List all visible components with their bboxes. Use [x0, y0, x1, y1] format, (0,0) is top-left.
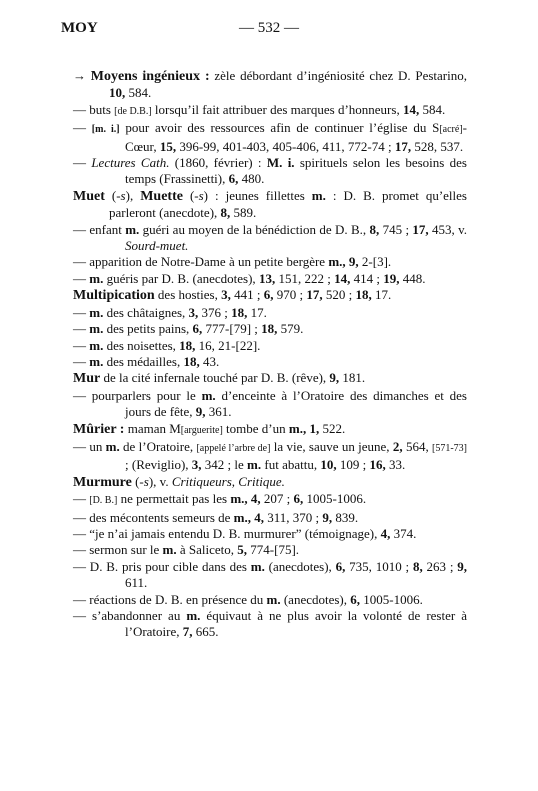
entry-text: 17.	[247, 304, 267, 320]
entry-text: 839.	[332, 509, 359, 525]
entry-text: 6,	[335, 558, 346, 574]
entry-text: 9,	[195, 404, 206, 420]
index-subentry	[73, 271, 467, 287]
entry-text: Mûrier :	[73, 421, 125, 437]
entry-text: 9,	[348, 254, 359, 270]
index-subentry	[73, 254, 467, 270]
entry-text: 6,	[263, 287, 274, 303]
entry-text: m.	[89, 353, 104, 369]
entry-text: spirituels selon les besoins des temps (Frassinetti),	[125, 155, 467, 187]
entry-text: 16, 21-[22].	[195, 337, 261, 353]
entry-text: s	[120, 187, 126, 203]
entry-text: 16,	[369, 457, 386, 473]
entry-text: — pourparlers pour le	[73, 387, 202, 403]
entry-text: guéris par D. B. (anecdotes),	[103, 270, 259, 286]
entry-text: 1,	[309, 420, 320, 436]
entry-text: —	[73, 353, 90, 369]
entry-text: m.	[162, 542, 177, 558]
entry-text: lorsqu’il fait attribuer des marques d’honneurs,	[151, 101, 403, 117]
entry-text: 970 ;	[273, 287, 307, 303]
entry-text: (-	[182, 187, 199, 203]
entry-text: 18,	[179, 337, 196, 353]
index-subentry	[73, 388, 467, 421]
running-head: MOY	[61, 20, 98, 36]
index-subentry	[73, 155, 467, 188]
entry-text: 579.	[277, 321, 304, 337]
entry-text: 9,	[322, 509, 333, 525]
entry-text: — sermon sur le	[73, 542, 163, 558]
index-entry	[73, 421, 467, 439]
index-subentry	[73, 491, 467, 509]
entry-text: — réactions de D. B. en présence du	[73, 591, 267, 607]
entry-text: Muet	[73, 188, 105, 204]
entry-text: maman M	[124, 420, 181, 436]
entry-text: 6,	[192, 321, 203, 337]
entry-text: : D. B. promet qu’elles parleront (anecdote),	[109, 187, 467, 221]
entry-text: 376 ;	[198, 304, 232, 320]
entry-text: m.	[89, 337, 104, 353]
entry-text: (anecdotes),	[280, 591, 351, 607]
entry-text: 414 ;	[350, 270, 384, 286]
entry-text: 6,	[350, 591, 361, 607]
entry-text: — un	[73, 438, 106, 454]
entry-text: 528, 537.	[411, 138, 464, 154]
index-entry	[73, 474, 467, 491]
entry-text: Mur	[73, 371, 101, 387]
arrow-right-icon: →	[73, 68, 91, 83]
entry-text: 4,	[254, 509, 264, 525]
entry-text: 6,	[293, 491, 304, 507]
entry-text: 480.	[238, 171, 265, 187]
index-subentry	[73, 338, 467, 354]
entry-text: Muette	[140, 188, 183, 204]
entry-text: 584.	[125, 85, 152, 101]
entry-text: m.	[125, 221, 140, 237]
index-subentry	[73, 321, 467, 337]
index-subentry	[73, 592, 467, 608]
entry-text: ne permettait pas les	[117, 491, 231, 507]
entry-text: 33.	[385, 457, 406, 473]
entry-text: 441 ;	[230, 287, 264, 303]
entry-text: —	[73, 155, 92, 171]
entry-text: la vie, sauve un jeune,	[270, 438, 393, 454]
entry-text: 6,	[228, 171, 239, 187]
entry-text: (-	[104, 187, 121, 203]
entry-text: m.	[266, 591, 281, 607]
entry-text: 584.	[419, 101, 446, 117]
entry-text: [acré]	[439, 124, 463, 136]
entry-text: 10,	[320, 457, 337, 473]
index-subentry	[73, 222, 467, 255]
entry-text: -Cœur,	[125, 120, 467, 154]
entry-text: 10,	[109, 85, 126, 101]
entry-text: s	[143, 473, 149, 489]
entry-text: [de D.B.]	[114, 105, 152, 117]
entry-text: 17,	[306, 287, 323, 303]
entry-text: 207 ;	[260, 491, 294, 507]
entry-text: tombe d’un	[222, 420, 289, 436]
entry-text: ), v.	[148, 473, 172, 489]
entry-text: 448.	[399, 270, 426, 286]
entry-text: Moyens ingénieux :	[90, 69, 210, 84]
entry-text: 2-[3].	[358, 254, 392, 270]
entry-text: M. i.	[266, 155, 295, 171]
entry-text: 589.	[230, 205, 257, 221]
entry-text: 522.	[319, 420, 346, 436]
entry-text: — D. B. pris pour cible dans des	[73, 558, 251, 574]
entry-text: [m. i.]	[91, 124, 120, 136]
index-subentry	[73, 354, 467, 370]
entry-text: 8,	[220, 205, 231, 221]
entry-text: 665.	[192, 624, 219, 640]
entry-text: m.	[105, 438, 120, 454]
entry-text: 4,	[250, 491, 261, 507]
entry-text: ; (Reviglio),	[125, 457, 192, 473]
entry-text: équivaut à ne plus avoir la volonté de rester à l’Oratoire,	[125, 608, 467, 640]
entry-text: 18,	[183, 353, 200, 369]
entry-text: (anecdotes),	[264, 558, 336, 574]
entry-text: 1005-1006.	[360, 591, 423, 607]
entry-text: 9,	[329, 370, 340, 386]
entry-text: [571-73]	[432, 442, 468, 454]
entry-text: des médailles,	[103, 353, 184, 369]
entry-text: 774-[75].	[247, 542, 300, 558]
index-entry	[73, 370, 467, 387]
entry-text: 735, 1010 ;	[345, 558, 413, 574]
index-subentry	[73, 526, 467, 542]
entry-text: ) : jeunes fillettes	[203, 187, 312, 203]
index-entry	[73, 68, 467, 102]
entry-text: 18,	[355, 287, 372, 303]
index-entry	[73, 287, 467, 304]
entry-text: (1860, février) :	[169, 155, 267, 171]
entry-text: des petits pains,	[103, 321, 193, 337]
entry-text: 311, 370 ;	[264, 509, 323, 525]
entry-text: [arguerite]	[180, 424, 223, 436]
entry-text: m.	[250, 558, 265, 574]
entry-text: 151, 222 ;	[275, 270, 335, 286]
entry-text: 263 ;	[422, 558, 458, 574]
entry-text: 17,	[412, 221, 429, 237]
entry-text: 777-[79] ;	[202, 321, 262, 337]
index-subentry	[73, 120, 467, 155]
entry-text: [appelé l’arbre de]	[196, 442, 271, 454]
entry-text: 2,	[392, 438, 403, 454]
entry-text: 4,	[380, 525, 391, 541]
entry-text: —	[73, 304, 90, 320]
entry-text: Sourd-muet.	[125, 238, 189, 254]
entry-text: Multipication	[73, 288, 155, 304]
entry-text: — s’abandonner au	[73, 608, 187, 623]
entry-text: [D. B.]	[89, 495, 118, 507]
entry-text: m.,	[233, 509, 251, 525]
entry-text: 564,	[402, 438, 433, 454]
entry-text: guéri au moyen de la bénédiction de D. B.,	[139, 221, 370, 237]
entry-text: m.	[311, 187, 326, 203]
entry-text: m.	[89, 321, 104, 337]
entry-text: 1005-1006.	[303, 491, 367, 507]
entry-text: — apparition de Notre-Dame à un petite bergère	[73, 254, 329, 270]
entry-text: à Saliceto,	[176, 542, 238, 558]
entry-text: 342 ; le	[201, 457, 248, 473]
entry-text: ),	[125, 187, 141, 203]
index-subentry	[73, 439, 467, 474]
entry-text: 43.	[199, 353, 220, 369]
entry-text: 18,	[261, 321, 278, 337]
entry-text: —	[73, 270, 90, 286]
index-subentry	[73, 510, 467, 526]
entry-text: des châtaignes,	[103, 304, 189, 320]
entry-text: 14,	[334, 270, 351, 286]
entry-text: — buts	[73, 101, 115, 117]
entry-text: s	[198, 187, 204, 203]
entry-text: 8,	[369, 221, 380, 237]
entry-text: m.	[89, 304, 104, 320]
entry-text: 13,	[258, 270, 276, 286]
entry-text: zèle débordant d’ingéniosité chez D. Pestarino,	[209, 68, 467, 83]
entry-text: des noisettes,	[103, 337, 180, 353]
entry-text: 5,	[237, 542, 248, 558]
entry-text: — des mécontents semeurs de	[73, 509, 234, 525]
entry-text: m.	[247, 457, 262, 473]
entry-text: 745 ;	[379, 221, 413, 237]
entry-text: 18,	[231, 304, 248, 320]
entry-text: m.,	[230, 491, 248, 507]
entry-text: Critiqueurs, Critique.	[171, 473, 285, 489]
entry-text: 611.	[125, 575, 148, 591]
entry-text: 8,	[412, 558, 423, 574]
entry-text: des hosties,	[154, 287, 222, 303]
entry-text: —	[73, 321, 90, 337]
index-subentry	[73, 542, 467, 558]
index-subentry	[73, 305, 467, 321]
entry-text: — enfant	[73, 221, 126, 237]
entry-text: 17,	[394, 138, 412, 154]
entry-text: Lectures Cath.	[91, 155, 170, 171]
entry-text: m.	[186, 608, 201, 623]
entry-text: d’enceinte à l’Oratoire des dimanches et des jours de fête,	[125, 387, 467, 420]
entry-text: 19,	[383, 270, 400, 286]
entry-text: 181.	[339, 370, 366, 386]
entry-text: m.	[201, 387, 216, 403]
entry-text: 3,	[188, 304, 199, 320]
entry-text: —	[73, 491, 90, 507]
entry-text: 520 ;	[322, 287, 356, 303]
entry-text: m.	[89, 270, 104, 286]
entry-text: —	[73, 120, 92, 136]
entry-text: m.,	[288, 420, 307, 436]
entry-text: 109 ;	[336, 457, 370, 473]
entry-text: 3,	[191, 457, 202, 473]
entry-text: 15,	[159, 138, 177, 154]
entry-text: de l’Oratoire,	[119, 438, 197, 454]
index-subentry	[73, 102, 467, 120]
entry-text: m.,	[328, 254, 346, 270]
entry-text: 374.	[390, 525, 417, 541]
entry-text: de la cité infernale touché par D. B. (rêve),	[100, 370, 330, 386]
page-number: — 532 —	[239, 20, 299, 36]
entry-text: 7,	[182, 624, 193, 640]
entry-text: 453, v.	[428, 221, 468, 237]
entry-text: 396-99, 401-403, 405-406, 411, 772-74 ;	[176, 138, 395, 154]
entry-text: Murmure	[73, 474, 132, 490]
entry-text: —	[73, 337, 90, 353]
entry-text: pour avoir des ressources afin de continuer l’église du S	[119, 120, 440, 136]
entry-text: — “je n’ai jamais entendu D. B. murmurer” (témoignage),	[73, 525, 381, 541]
entry-text: 17.	[371, 287, 392, 303]
entry-text: 3,	[221, 287, 231, 303]
entry-text: 361.	[205, 404, 232, 420]
index-subentry	[73, 559, 467, 592]
index-entry	[73, 188, 467, 222]
entry-text: fut abattu,	[261, 457, 321, 473]
entry-text: 14,	[402, 101, 420, 117]
page-header	[0, 20, 538, 42]
index-subentry	[73, 608, 467, 641]
entry-text: 9,	[457, 558, 467, 574]
index-text	[73, 68, 467, 641]
entry-text: (-	[131, 473, 144, 489]
